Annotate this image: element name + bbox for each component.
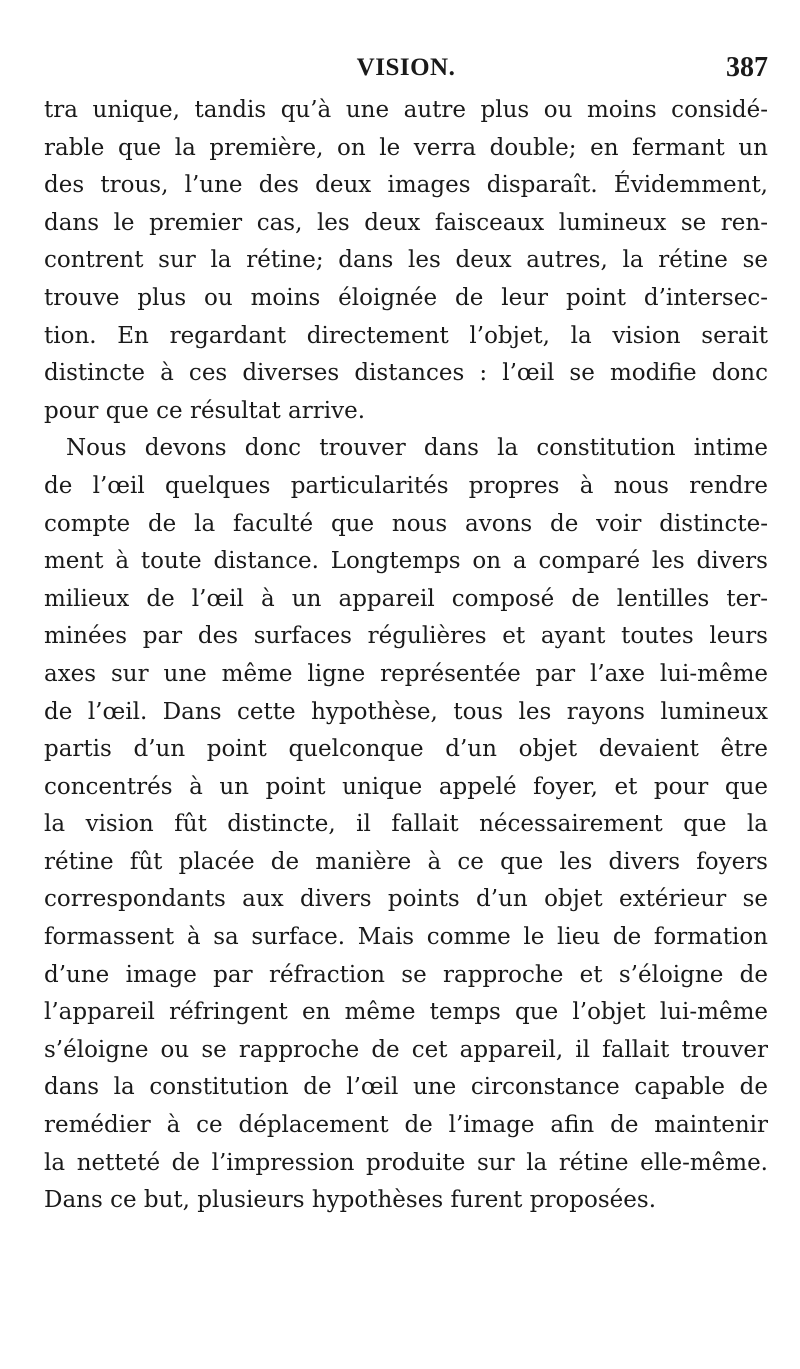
text-line: rable que la première, on le verra double; en fermant un	[44, 134, 768, 161]
text-line: dans le premier cas, les deux faisceaux lumineux se ren-	[44, 209, 768, 236]
text-line: des trous, l’une des deux images disparaît. Évidemment,	[44, 172, 768, 199]
text-line: de l’œil quelques particularités propres à nous rendre	[44, 472, 768, 499]
text-line: concentrés à un point unique appelé foyer, et pour que	[44, 773, 768, 800]
text-line: dans la constitution de l’œil une circonstance capable de	[44, 1074, 768, 1101]
text-line: tra unique, tandis qu’à une autre plus ou moins considé-	[44, 97, 768, 123]
text-line: contrent sur la rétine; dans les deux autres, la rétine se	[44, 247, 768, 274]
paragraph	[44, 92, 768, 430]
text-line: axes sur une même ligne représentée par l’axe lui-même	[44, 660, 768, 687]
text-line: l’appareil réfringent en même temps que l’objet lui-même	[44, 999, 768, 1026]
body-text	[44, 92, 768, 1220]
text-line: partis d’un point quelconque d’un objet devaient être	[44, 736, 768, 763]
text-line: compte de la faculté que nous avons de voir distincte-	[44, 510, 768, 537]
text-line: trouve plus ou moins éloignée de leur point d’intersec-	[44, 284, 768, 311]
text-line: correspondants aux divers points d’un objet extérieur se	[44, 886, 768, 913]
text-line: Nous devons donc trouver dans la constitution intime	[66, 435, 768, 462]
text-line: tion. En regardant directement l’objet, la vision serait	[44, 322, 768, 349]
page-number: 387	[726, 52, 768, 83]
text-line: ment à toute distance. Longtemps on a comparé les divers	[44, 548, 768, 575]
text-line: d’une image par réfraction se rapproche et s’éloigne de	[44, 961, 768, 988]
text-line: milieux de l’œil à un appareil composé de lentilles ter-	[44, 585, 768, 612]
text-line: de l’œil. Dans cette hypothèse, tous les rayons lumineux	[44, 698, 768, 725]
text-line: minées par des surfaces régulières et ayant toutes leurs	[44, 623, 768, 650]
text-line: distincte à ces diverses distances : l’œil se modifie donc	[44, 360, 768, 387]
running-title: VISION.	[356, 54, 456, 81]
text-line: remédier à ce déplacement de l’image afin de maintenir	[44, 1112, 768, 1139]
text-line: la netteté de l’impression produite sur la rétine elle-même.	[44, 1149, 768, 1176]
running-head	[44, 52, 768, 92]
text-line: la vision fût distincte, il fallait nécessairement que la	[44, 811, 768, 838]
text-line: rétine fût placée de manière à ce que les divers foyers	[44, 848, 768, 875]
text-line: pour que ce résultat arrive.	[44, 397, 366, 424]
text-line: s’éloigne ou se rapproche de cet appareil, il fallait trouver	[44, 1036, 768, 1063]
paragraph	[44, 430, 768, 1219]
book-page	[44, 52, 768, 1220]
text-line: formassent à sa surface. Mais comme le lieu de formation	[44, 924, 768, 951]
text-line: Dans ce but, plusieurs hypothèses furent proposées.	[44, 1187, 657, 1214]
